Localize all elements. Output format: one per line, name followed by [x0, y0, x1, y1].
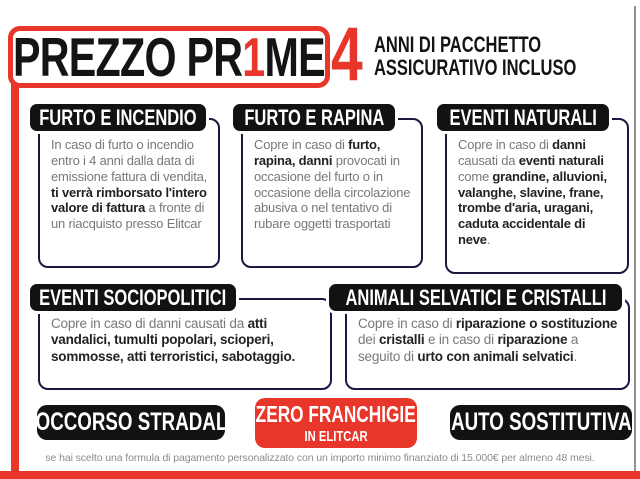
- card-title-badge: EVENTI NATURALI: [437, 104, 609, 131]
- card-body: Copre in caso di danni causati da atti vandalici, tumulti popolari, scioperi, sommosse, atti terroristici, sabotaggio.: [38, 298, 332, 390]
- badge-auto-sostitutiva: AUTO SOSTITUTIVA: [450, 405, 632, 440]
- card-body: Copre in caso di furto, rapina, danni provocati in occasione del furto o in occasione della circolazione abusiva o nel tentativo di rubare oggetti trasportati: [241, 118, 423, 268]
- card-body: In caso di furto o incendio entro i 4 anni dalla data di emissione fattura di vendita, ti verrà rimborsato l'intero valore di fattura a fronte di un riacquisto presso Elitcar: [38, 118, 220, 268]
- card-title-badge: FURTO E RAPINA: [233, 104, 395, 131]
- card-body: Copre in caso di danni causati da eventi naturali come grandine, alluvioni, valanghe, slavine, frane, trombe d'aria, uragani, caduta accidentale di neve.: [445, 118, 629, 274]
- card-animali-selvatici-e-cristalli: [337, 284, 632, 390]
- card-furto-e-rapina: [233, 104, 423, 268]
- card-title-badge: ANIMALI SELVATICI E CRISTALLI: [329, 284, 622, 311]
- subtitle-line-1: ANNI DI PACCHETTO: [374, 32, 542, 57]
- footnote: se hai scelto una formula di pagamento personalizzato con un importo minimo finanziato di 15.000€ per almeno 48 mesi.: [45, 452, 595, 464]
- title-box: [8, 26, 330, 88]
- big-number-4: 4: [331, 12, 363, 97]
- badge-zero-franchigie: [255, 398, 417, 448]
- card-title-badge: FURTO E INCENDIO: [30, 104, 206, 131]
- card-furto-e-incendio: [30, 104, 220, 268]
- title-part-one: 1: [242, 25, 265, 88]
- card-body: Copre in caso di riparazione o sostituzione dei cristalli e in caso di riparazione a seguito di urto con animali selvatici.: [345, 298, 630, 390]
- page-title: [13, 25, 325, 88]
- badge-soccorso-stradale: SOCCORSO STRADALE: [37, 405, 225, 440]
- zero-franchigie-line-1: ZERO FRANCHIGIE: [255, 400, 417, 427]
- card-title-badge: EVENTI SOCIOPOLITICI: [30, 284, 236, 311]
- card-eventi-naturali: [437, 104, 629, 274]
- subtitle-line-2: ASSICURATIVO INCLUSO: [374, 55, 577, 81]
- card-eventi-sociopolitici: [30, 284, 332, 390]
- bottom-red-bar: [0, 471, 640, 479]
- title-part-pre: PREZZO PR: [13, 25, 243, 88]
- title-part-post: ME: [264, 25, 325, 88]
- left-red-bar: [11, 84, 19, 479]
- zero-franchigie-line-2: IN ELITCAR: [304, 427, 368, 445]
- header-subtitle: [374, 33, 640, 80]
